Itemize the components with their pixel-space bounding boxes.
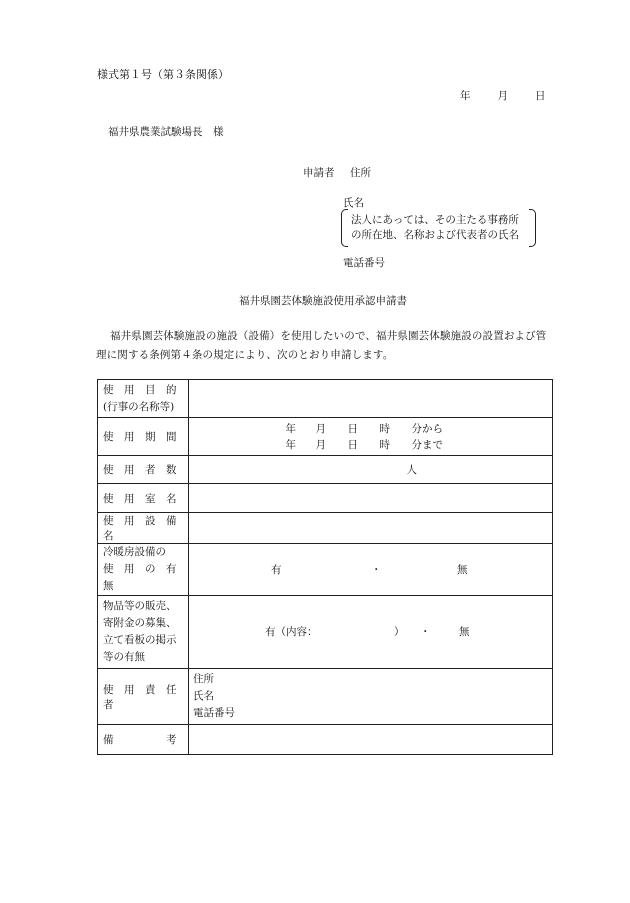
- aircon-label-1: 冷暖房設備の: [103, 546, 166, 558]
- application-table: [97, 379, 553, 755]
- form-number: 様式第１号（第３条関係）: [97, 68, 229, 81]
- equipment-value-cell[interactable]: [189, 513, 553, 544]
- date-line: [460, 88, 546, 103]
- remarks-value-cell[interactable]: [189, 725, 553, 755]
- note-left-bracket: [341, 209, 348, 247]
- aircon-label-cell: [98, 544, 189, 596]
- users-value-cell[interactable]: [189, 456, 553, 484]
- room-value-cell[interactable]: [189, 484, 553, 513]
- note-line-2: の所在地、名称および代表者の氏名: [351, 229, 519, 241]
- period-from-year: 年: [285, 422, 296, 435]
- row-sales: [98, 596, 553, 669]
- applicant-name-label: 氏名: [343, 197, 364, 209]
- sales-label-cell: [98, 596, 189, 669]
- responsible-address-label: 住所: [193, 673, 214, 685]
- aircon-label-2: 使 用 の 有 無: [103, 563, 187, 592]
- sales-yes: 有（内容：: [265, 626, 318, 638]
- sales-label-4: 等の有無: [103, 651, 145, 663]
- period-from-hour: 時: [379, 422, 390, 435]
- responsible-name-label: 氏名: [193, 690, 214, 702]
- body-text: 福井県園芸体験施設の施設（設備）を使用したいので、福井県園芸体験施設の設置および管理に関する条例第４条の規定により、次のとおり申請します。: [96, 330, 547, 361]
- addressee: 福井県農業試験場長 様: [108, 126, 224, 138]
- applicant-label: 申請者: [303, 167, 335, 179]
- sales-value-cell[interactable]: [189, 596, 553, 669]
- aircon-no: 無: [457, 563, 468, 576]
- row-room: [98, 484, 553, 513]
- period-value-cell[interactable]: [189, 418, 553, 456]
- responsible-value-cell[interactable]: [189, 669, 553, 725]
- row-period: [98, 418, 553, 456]
- row-aircon: [98, 544, 553, 596]
- aircon-value-cell[interactable]: [189, 544, 553, 596]
- row-equipment: [98, 513, 553, 544]
- sales-no: 無: [459, 626, 470, 638]
- period-from-line: [194, 421, 547, 437]
- aircon-yes: 有: [271, 563, 282, 576]
- period-to-year: 年: [285, 438, 296, 451]
- responsible-phone-label: 電話番号: [193, 707, 235, 719]
- purpose-sub-label: (行事の名称等): [103, 400, 175, 413]
- sales-label-1: 物品等の販売、: [103, 600, 177, 612]
- sales-label-2: 寄附金の募集、: [103, 617, 177, 629]
- equipment-label: 使 用 設 備 名: [98, 513, 189, 544]
- remarks-label: 備 考: [98, 725, 189, 755]
- period-to-month: 月: [315, 438, 326, 451]
- purpose-label-cell: [98, 380, 189, 418]
- date-month: 月: [497, 90, 508, 102]
- period-from-month: 月: [315, 422, 326, 435]
- date-year: 年: [460, 90, 471, 102]
- purpose-value-cell[interactable]: [189, 380, 553, 418]
- date-day: 日: [535, 90, 546, 102]
- row-responsible: [98, 669, 553, 725]
- responsible-label: 使 用 責 任 者: [98, 669, 189, 725]
- applicant-phone-label: 電話番号: [343, 257, 385, 269]
- users-label: 使 用 者 数: [98, 456, 189, 484]
- aircon-separator: ・: [371, 563, 382, 576]
- period-from-day: 日: [347, 422, 358, 435]
- period-to-day: 日: [347, 438, 358, 451]
- room-label: 使 用 室 名: [98, 484, 189, 513]
- period-label: 使 用 期 間: [98, 418, 189, 456]
- period-to-line: [194, 437, 547, 453]
- document-title: 福井県園芸体験施設使用承認申請書: [239, 295, 407, 307]
- note-right-bracket: [529, 209, 536, 247]
- row-purpose: [98, 380, 553, 418]
- period-to-hour: 時: [379, 438, 390, 451]
- purpose-label: 使 用 目 的: [103, 383, 177, 396]
- row-users: [98, 456, 553, 484]
- period-to-minute: 分まで: [411, 438, 443, 451]
- sales-label-3: 立て看板の掲示: [103, 634, 177, 646]
- row-remarks: [98, 725, 553, 755]
- note-line-1: 法人にあっては、その主たる事務所: [351, 214, 519, 226]
- applicant-address-label: 住所: [350, 167, 371, 179]
- users-unit: 人: [406, 464, 417, 476]
- applicant-note-box: [341, 209, 536, 247]
- sales-close-paren: ）: [394, 626, 405, 638]
- sales-separator: ・: [420, 626, 431, 638]
- period-from-minute: 分から: [411, 422, 443, 435]
